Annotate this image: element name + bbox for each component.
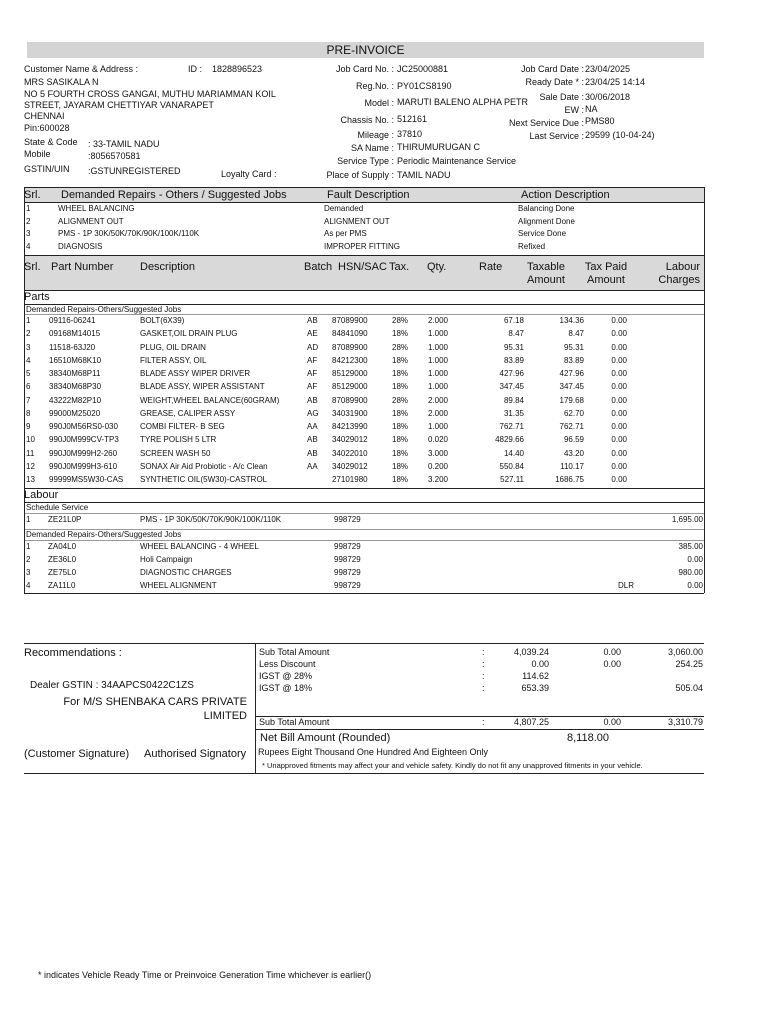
- labour-charge: 0.00: [687, 581, 703, 590]
- part-qty: 1.000: [427, 329, 448, 339]
- items-header-labour: Labour Charges: [658, 261, 700, 286]
- part-hsn: 27101980: [332, 475, 368, 484]
- labour-hsn: 998729: [334, 542, 361, 551]
- part-batch: AG: [307, 408, 319, 418]
- summary-labour: 3,060.00: [667, 647, 703, 657]
- labour-code: ZE21L0P: [48, 515, 82, 524]
- part-batch: AF: [307, 355, 318, 365]
- parts-row: [24, 396, 704, 409]
- demanded-header-jobs: Demanded Repairs - Others / Suggested Jobs: [61, 189, 287, 201]
- part-tax: 18%: [392, 475, 409, 484]
- summary-colon: :: [482, 671, 485, 681]
- service-type: Periodic Maintenance Service: [397, 156, 517, 166]
- demanded-action: Balancing Done: [518, 204, 575, 213]
- part-description: COMBI FILTER- B SEG: [140, 422, 225, 431]
- part-batch: AB: [307, 435, 318, 445]
- demanded-srl: 1: [26, 204, 31, 213]
- labour-row: [24, 515, 704, 528]
- part-taxable: 134.36: [559, 316, 584, 325]
- labour-section-title: Labour: [24, 489, 59, 501]
- part-srl: 12: [26, 461, 35, 471]
- part-batch: AF: [307, 369, 318, 378]
- part-description: FILTER ASSY, OIL: [140, 355, 207, 365]
- summary-taxable: 653.39: [521, 683, 549, 693]
- items-header-qty: Qty.: [427, 261, 447, 273]
- summary-line: [255, 683, 704, 696]
- reg-no-label: Reg.No. :: [355, 81, 394, 91]
- part-description: BLADE ASSY, WIPER ASSISTANT: [140, 382, 265, 392]
- labour-subsection-demanded: Demanded Repairs-Others/Suggested Jobs: [26, 530, 182, 539]
- part-tax: 18%: [392, 369, 409, 378]
- sa-name: THIRUMURUGAN C: [397, 142, 480, 152]
- part-qty: 2.000: [427, 408, 448, 418]
- customer-name: MRS SASIKALA N: [24, 77, 99, 87]
- summary-colon: :: [482, 659, 485, 669]
- part-description: SONAX Air Aid Probiotic - A/c Clean: [140, 461, 268, 471]
- part-srl: 1: [26, 316, 31, 325]
- part-rate: 14.40: [503, 448, 524, 458]
- part-srl: 10: [26, 435, 35, 445]
- page-title: PRE-INVOICE: [27, 42, 704, 58]
- labour-code: ZA04L0: [48, 542, 77, 551]
- items-header-batch: Batch: [304, 261, 333, 273]
- subtotal-amount-row: Sub Total Amount : 4,807.25 0.00 3,310.79: [259, 717, 703, 727]
- part-number: 99000M25020: [49, 408, 101, 418]
- parts-row: [24, 356, 704, 369]
- part-rate: 95.31: [503, 342, 524, 352]
- demanded-job: WHEEL BALANCING: [58, 204, 135, 213]
- part-rate: 8.47: [508, 329, 524, 339]
- demanded-row: [24, 204, 704, 215]
- part-tax: 28%: [392, 342, 409, 352]
- part-srl: 7: [26, 395, 31, 405]
- summary-colon: :: [482, 683, 485, 693]
- part-taxpaid: 0.00: [611, 461, 627, 471]
- part-taxpaid: 0.00: [611, 408, 627, 418]
- demanded-row: [24, 242, 704, 253]
- customer-mobile-label: Mobile: [24, 149, 51, 159]
- demanded-fault: Demanded: [324, 204, 364, 213]
- next-service-label: Next Service Due :: [508, 118, 584, 128]
- job-card-no-label: Job Card No. :: [335, 64, 394, 74]
- part-number: 11518-63J20: [49, 342, 96, 352]
- part-hsn: 34029012: [332, 461, 368, 471]
- ready-date: 23/04/25 14:14: [585, 77, 646, 87]
- demanded-fault: IMPROPER FITTING: [324, 241, 400, 251]
- items-header-taxpaid: Tax Paid Amount: [584, 261, 628, 286]
- customer-mobile: :8056570581: [88, 151, 141, 161]
- items-header-rate: Rate: [479, 261, 503, 273]
- customer-gstin: :GSTUNREGISTERED: [88, 166, 181, 176]
- part-tax: 18%: [392, 461, 409, 471]
- part-taxable: 1686.75: [555, 475, 584, 484]
- demanded-row: [24, 229, 704, 240]
- customer-gstin-label: GSTIN/UIN: [24, 164, 70, 174]
- part-number: 16510M68K10: [49, 355, 102, 365]
- part-qty: 0.200: [427, 461, 448, 471]
- parts-row: [24, 475, 704, 488]
- items-header-taxable: Taxable Amount: [527, 261, 565, 286]
- part-tax: 18%: [392, 448, 409, 458]
- labour-srl: 4: [26, 581, 31, 590]
- demanded-action: Alignment Done: [518, 216, 575, 226]
- part-taxable: 8.47: [568, 329, 584, 339]
- part-batch: AB: [307, 316, 318, 325]
- part-taxpaid: 0.00: [611, 448, 627, 458]
- part-hsn: 84212300: [332, 355, 368, 365]
- items-header-part: Part Number: [51, 261, 114, 273]
- labour-code: ZE36L0: [48, 555, 77, 564]
- customer-name-address-label: Customer Name & Address :: [24, 64, 139, 74]
- summary-label: IGST @ 28%: [259, 671, 312, 681]
- demanded-header-srl: Srl.: [24, 189, 41, 201]
- part-qty: 1.000: [427, 382, 448, 392]
- demanded-action: Service Done: [518, 229, 567, 238]
- job-card-date: 23/04/2025: [585, 64, 631, 74]
- parts-row: [24, 462, 704, 475]
- labour-description: PMS - 1P 30K/50K/70K/90K/100K/110K: [140, 515, 282, 524]
- part-taxpaid: 0.00: [611, 316, 627, 325]
- labour-srl: 3: [26, 568, 31, 577]
- authorised-signatory-label: Authorised Signatory: [144, 748, 247, 760]
- unapproved-fitments-warning: * Unapproved fitments may affect your and vehicle safety. Kindly do not fit any unapproved fitments in your vehicle.: [262, 761, 643, 770]
- part-rate: 89.84: [503, 395, 524, 405]
- amount-in-words: Rupees Eight Thousand One Hundred And Eighteen Only: [258, 747, 488, 757]
- part-batch: AA: [307, 461, 318, 471]
- parts-row: [24, 369, 704, 382]
- chassis: 512161: [397, 114, 428, 124]
- items-header-tax: Tax.: [389, 261, 410, 273]
- part-qty: 0.020: [427, 435, 448, 445]
- part-taxable: 43.20: [563, 448, 584, 458]
- items-header-srl: Srl.: [24, 261, 41, 273]
- demanded-srl: 2: [26, 216, 31, 226]
- summary-labour: 254.25: [675, 659, 703, 669]
- part-taxpaid: 0.00: [611, 395, 627, 405]
- part-hsn: 34029012: [332, 435, 368, 445]
- dealer-name-limited: LIMITED: [203, 710, 247, 722]
- labour-description: DIAGNOSTIC CHARGES: [140, 568, 232, 577]
- labour-row: [24, 542, 704, 555]
- summary-label: IGST @ 18%: [259, 683, 312, 693]
- part-batch: AB: [307, 395, 318, 405]
- part-hsn: 85129000: [332, 369, 368, 378]
- model-label: Model :: [364, 98, 394, 108]
- labour-hsn: 998729: [334, 581, 361, 590]
- part-taxable: 62.70: [563, 408, 584, 418]
- part-rate: 83.89: [503, 355, 524, 365]
- part-taxable: 179.68: [559, 395, 584, 405]
- chassis-label: Chassis No. :: [340, 115, 394, 125]
- part-tax: 28%: [392, 316, 409, 325]
- summary-taxable: 114.62: [522, 671, 549, 681]
- labour-subsection-schedule: Schedule Service: [26, 503, 89, 512]
- demanded-fault: ALIGNMENT OUT: [324, 216, 390, 226]
- parts-row: [24, 435, 704, 448]
- part-taxable: 83.89: [563, 355, 584, 365]
- part-batch: AF: [307, 382, 318, 392]
- dealer-gstin: Dealer GSTIN : 34AAPCS0422C1ZS: [30, 680, 194, 691]
- demanded-job: ALIGNMENT OUT: [58, 216, 124, 226]
- customer-city: CHENNAI: [24, 111, 65, 121]
- summary-labour: 505.04: [675, 683, 703, 693]
- footer-note: * indicates Vehicle Ready Time or Preinvoice Generation Time whichever is earlier(): [38, 970, 372, 980]
- part-hsn: 34031900: [332, 408, 368, 418]
- reg-no: PY01CS8190: [397, 81, 452, 91]
- part-srl: 8: [26, 408, 31, 418]
- part-batch: AA: [307, 422, 318, 431]
- part-tax: 18%: [392, 355, 409, 365]
- mileage: 37810: [397, 129, 423, 139]
- part-qty: 1.000: [427, 355, 448, 365]
- sa-name-label: SA Name :: [350, 143, 394, 153]
- labour-hsn: 998729: [334, 515, 361, 524]
- part-hsn: 84213990: [332, 422, 368, 431]
- job-card-no: JC25000881: [397, 64, 449, 74]
- part-qty: 1.000: [427, 422, 448, 431]
- demanded-row: [24, 217, 704, 228]
- part-taxpaid: 0.00: [611, 369, 627, 378]
- customer-address-2: STREET, JAYARAM CHETTIYAR VANARAPET: [24, 100, 214, 110]
- part-description: TYRE POLISH 5 LTR: [140, 435, 217, 445]
- parts-section-title: Parts: [24, 291, 50, 303]
- part-taxable: 95.31: [563, 342, 584, 352]
- part-qty: 1.000: [427, 342, 448, 352]
- part-rate: 347.45: [499, 382, 524, 392]
- part-tax: 18%: [392, 329, 409, 339]
- part-number: 38340M68P30: [49, 382, 102, 392]
- summary-taxpaid: 0.00: [603, 647, 621, 657]
- parts-row: [24, 316, 704, 329]
- labour-description: WHEEL ALIGNMENT: [140, 581, 217, 590]
- part-taxpaid: 0.00: [611, 422, 627, 431]
- labour-code: ZA11L0: [48, 581, 76, 590]
- part-srl: 3: [26, 342, 31, 352]
- part-srl: 5: [26, 369, 31, 378]
- summary-label: Less Discount: [259, 659, 316, 669]
- labour-code: ZE75L0: [48, 568, 77, 577]
- labour-hsn: 998729: [334, 568, 361, 577]
- part-hsn: 84841090: [332, 329, 368, 339]
- part-number: 990J0M999H2-260: [49, 448, 118, 458]
- labour-hsn: 998729: [334, 555, 361, 564]
- part-batch: AD: [307, 342, 319, 352]
- labour-charge: 980.00: [678, 568, 703, 577]
- labour-charge: 0.00: [687, 555, 703, 564]
- demanded-action: Refixed: [518, 241, 546, 251]
- labour-description: Holi Campaign: [140, 555, 193, 564]
- customer-id-label: ID :: [188, 64, 203, 74]
- part-srl: 9: [26, 422, 31, 431]
- loyalty-card-label: Loyalty Card :: [221, 169, 277, 179]
- part-description: GREASE, CALIPER ASSY: [140, 408, 236, 418]
- part-number: 990J0M999H3-610: [49, 461, 118, 471]
- service-type-label: Service Type :: [337, 156, 394, 166]
- labour-row: [24, 555, 704, 568]
- demanded-srl: 3: [26, 229, 31, 238]
- parts-row: [24, 329, 704, 342]
- part-batch: AB: [307, 448, 318, 458]
- labour-charge: 385.00: [678, 542, 703, 551]
- part-number: 09168M14015: [49, 329, 101, 339]
- part-taxpaid: 0.00: [611, 342, 627, 352]
- part-number: 43222M82P10: [49, 395, 102, 405]
- summary-colon: :: [482, 647, 485, 657]
- part-number: 38340M68P11: [49, 369, 101, 378]
- part-number: 09116-06241: [49, 316, 96, 325]
- mileage-label: Mileage :: [357, 130, 394, 140]
- last-service: 29599 (10-04-24): [585, 130, 655, 140]
- items-header-desc: Description: [140, 261, 196, 273]
- demanded-job: DIAGNOSIS: [58, 241, 103, 251]
- place-of-supply-label: Place of Supply :: [326, 170, 394, 180]
- part-hsn: 34022010: [332, 448, 368, 458]
- part-batch: AE: [307, 329, 318, 339]
- job-card-date-label: Job Card Date :: [520, 64, 584, 74]
- part-srl: 13: [26, 475, 35, 484]
- last-service-label: Last Service :: [529, 131, 584, 141]
- part-description: WEIGHT,WHEEL BALANCE(60GRAM): [140, 395, 280, 405]
- part-number: 990J0M56RS0-030: [49, 422, 118, 431]
- part-srl: 4: [26, 355, 31, 365]
- part-hsn: 87089900: [332, 395, 368, 405]
- part-description: SCREEN WASH 50: [140, 448, 211, 458]
- demanded-fault: As per PMS: [324, 229, 367, 238]
- part-qty: 3.000: [427, 448, 448, 458]
- recommendations-label: Recommendations :: [24, 647, 122, 659]
- part-tax: 28%: [392, 395, 409, 405]
- labour-taxpaid: DLR: [618, 581, 635, 590]
- demanded-header-action: Action Description: [521, 189, 610, 201]
- customer-state: : 33-TAMIL NADU: [88, 139, 160, 149]
- part-taxpaid: 0.00: [611, 355, 627, 365]
- parts-row: [24, 382, 704, 395]
- customer-id: 1828896523: [212, 64, 263, 74]
- part-qty: 1.000: [427, 369, 448, 378]
- part-description: GASKET,OIL DRAIN PLUG: [140, 329, 238, 339]
- part-rate: 67.18: [503, 316, 524, 325]
- part-number: 990J0M999CV-TP3: [49, 435, 119, 445]
- parts-subsection: Demanded Repairs-Others/Suggested Jobs: [26, 305, 182, 314]
- part-qty: 2.000: [427, 316, 448, 325]
- part-srl: 11: [26, 448, 35, 458]
- part-rate: 527.11: [500, 475, 524, 484]
- part-tax: 18%: [392, 408, 409, 418]
- customer-address-1: NO 5 FOURTH CROSS GANGAI, MUTHU MARIAMMAN KOIL: [24, 89, 276, 99]
- dealer-name: For M/S SHENBAKA CARS PRIVATE: [63, 696, 247, 708]
- sale-date: 30/06/2018: [585, 92, 631, 102]
- part-taxable: 762.71: [559, 422, 584, 431]
- labour-srl: 2: [26, 555, 31, 564]
- ready-date-label: Ready Date * :: [525, 77, 584, 87]
- part-rate: 31.35: [503, 408, 524, 418]
- model: MARUTI BALENO ALPHA PETR: [397, 97, 529, 107]
- customer-state-label: State & Code: [24, 137, 78, 147]
- labour-srl: 1: [26, 542, 31, 551]
- place-of-supply: TAMIL NADU: [397, 170, 451, 180]
- part-rate: 4829.66: [495, 435, 524, 445]
- ew: NA: [585, 104, 598, 114]
- summary-taxpaid: 0.00: [603, 659, 621, 669]
- labour-charge: 1,695.00: [671, 515, 703, 524]
- items-header-hsn: HSN/SAC: [338, 261, 387, 273]
- part-hsn: 87089900: [332, 342, 368, 352]
- part-taxpaid: 0.00: [611, 435, 627, 445]
- part-hsn: 87089900: [332, 316, 368, 325]
- demanded-srl: 4: [26, 241, 31, 251]
- net-bill-label: Net Bill Amount (Rounded): [260, 732, 391, 744]
- part-tax: 18%: [392, 435, 409, 445]
- customer-pin: Pin:600028: [24, 123, 70, 133]
- part-rate: 762.71: [499, 422, 524, 431]
- summary-taxable: 4,039.24: [513, 647, 549, 657]
- part-tax: 18%: [392, 422, 409, 431]
- part-rate: 427.96: [499, 369, 524, 378]
- part-taxable: 427.96: [559, 369, 584, 378]
- demanded-job: PMS - 1P 30K/50K/70K/90K/100K/110K: [58, 229, 200, 238]
- part-description: SYNTHETIC OIL(5W30)-CASTROL: [140, 475, 268, 484]
- demanded-header-fault: Fault Description: [327, 189, 410, 201]
- summary-taxable: 0.00: [531, 659, 549, 669]
- part-tax: 18%: [392, 382, 409, 392]
- part-srl: 6: [26, 382, 31, 392]
- part-taxpaid: 0.00: [611, 382, 627, 392]
- part-srl: 2: [26, 329, 31, 339]
- part-description: PLUG, OIL DRAIN: [140, 342, 206, 352]
- part-taxpaid: 0.00: [611, 329, 627, 339]
- summary-label: Sub Total Amount: [259, 647, 330, 657]
- part-number: 99999MS5W30-CAS: [49, 475, 124, 484]
- labour-description: WHEEL BALANCING - 4 WHEEL: [140, 542, 259, 551]
- part-hsn: 85129000: [332, 382, 368, 392]
- ew-label: EW :: [564, 105, 584, 115]
- net-bill-value: 8,118.00: [567, 732, 610, 744]
- part-description: BOLT(6X39): [140, 316, 185, 325]
- part-qty: 3.200: [427, 475, 448, 484]
- customer-signature-label: (Customer Signature): [24, 748, 130, 760]
- labour-srl: 1: [26, 515, 31, 524]
- part-taxable: 96.59: [563, 435, 584, 445]
- labour-row: [24, 568, 704, 581]
- sale-date-label: Sale Date :: [539, 92, 584, 102]
- part-taxable: 110.17: [560, 461, 584, 471]
- part-taxable: 347.45: [559, 382, 584, 392]
- parts-row: [24, 422, 704, 435]
- part-description: BLADE ASSY WIPER DRIVER: [140, 369, 251, 378]
- part-rate: 550.84: [499, 461, 524, 471]
- part-qty: 2.000: [427, 395, 448, 405]
- part-taxpaid: 0.00: [611, 475, 627, 484]
- parts-row: [24, 409, 704, 422]
- parts-row: [24, 449, 704, 462]
- next-service: PMS80: [585, 116, 615, 126]
- parts-row: [24, 343, 704, 356]
